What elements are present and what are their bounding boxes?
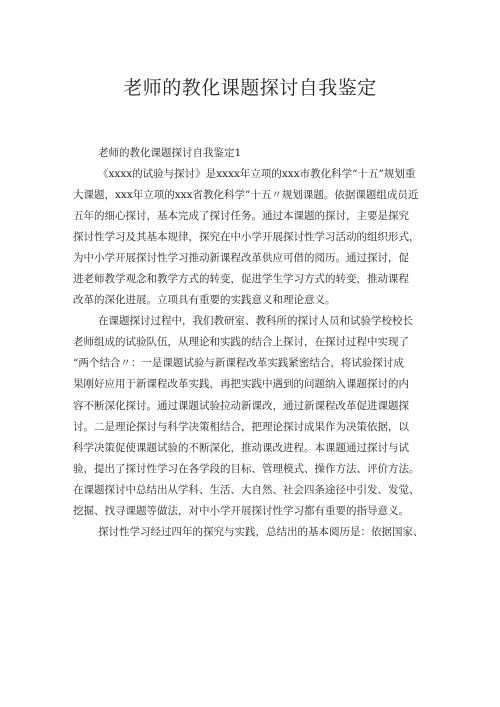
paragraph-line: 探讨性学习经过四年的探究与实践，总结出的基本阅历是：依据国家、 <box>98 525 424 538</box>
paragraph-line: 进老师教学观念和教学方式的转变，促进学生学习方式的转变，推动课程 <box>73 273 409 286</box>
paragraph-line: 老师组成的试验队伍，从理论和实践的结合上探讨，在探讨过程中实现了 <box>73 336 409 349</box>
paragraph-line: 大课题，xxx年立项的xxx省教化科学”十五〃规划课题。依据课题组成员近 <box>73 189 419 202</box>
paragraph-1 <box>73 164 435 311</box>
paragraph-line: 探讨性学习及其基本规律，探究在中小学开展探讨性学习活动的组织形式， <box>73 231 420 244</box>
paragraph-3 <box>73 522 435 543</box>
paragraph-line: 容不断深化探讨。通过课题试验拉动新课改，通过新课程改革促进课题探 <box>73 399 409 412</box>
paragraph-line: 挖掘、找寻课题等做法，对中小学开展探讨性学习都有重要的指导意义。 <box>73 504 409 517</box>
section-heading: 老师的教化课题探讨自我鉴定1 <box>98 147 242 159</box>
document-title: 老师的教化课题探讨自我鉴定 <box>123 77 377 99</box>
paragraph-line: 在课题探讨过程中，我们教研室、教科所的探讨人员和试验学校校长 <box>98 315 413 328</box>
paragraph-line: 在课题探讨中总结出从学科、生活、大自然、社会四条途径中引发、发觉、 <box>73 483 420 496</box>
paragraph-2 <box>73 311 435 521</box>
paragraph-line: “两个结合〃：一是课题试验与新课程改革实践紧密结合，将试验探讨成 <box>73 357 404 370</box>
paragraph-line: 科学决策促使课题试验的不断深化，推动课改进程。本课题通过探讨与试 <box>73 441 409 454</box>
paragraph-line: 讨。二是理论探讨与科学决策相结合，把理论探讨成果作为决策依据，以 <box>73 420 409 433</box>
paragraph-line: 《xxxx的试验与探讨》是xxxx年立项的xxx市教化科学“十五”规划重 <box>98 168 416 180</box>
paragraph-line: 五年的细心探讨，基本完成了探讨任务。通过本课题的探讨，主要是探究 <box>73 210 409 223</box>
paragraph-line: 为中小学开展探讨性学习推动新课程改革供应可借的阅历。通过探讨，促 <box>73 252 409 265</box>
paragraph-line: 改革的深化进展。立项具有重要的实践意义和理论意义。 <box>73 294 336 307</box>
paragraph-line: 验，提出了探讨性学习在各学段的目标、管理模式、操作方法、评价方法。 <box>73 462 420 475</box>
document-body <box>73 143 435 543</box>
paragraph-line: 果刚好应用于新课程改革实践，再把实践中遇到的问题纳入课题探讨的内 <box>73 378 409 391</box>
